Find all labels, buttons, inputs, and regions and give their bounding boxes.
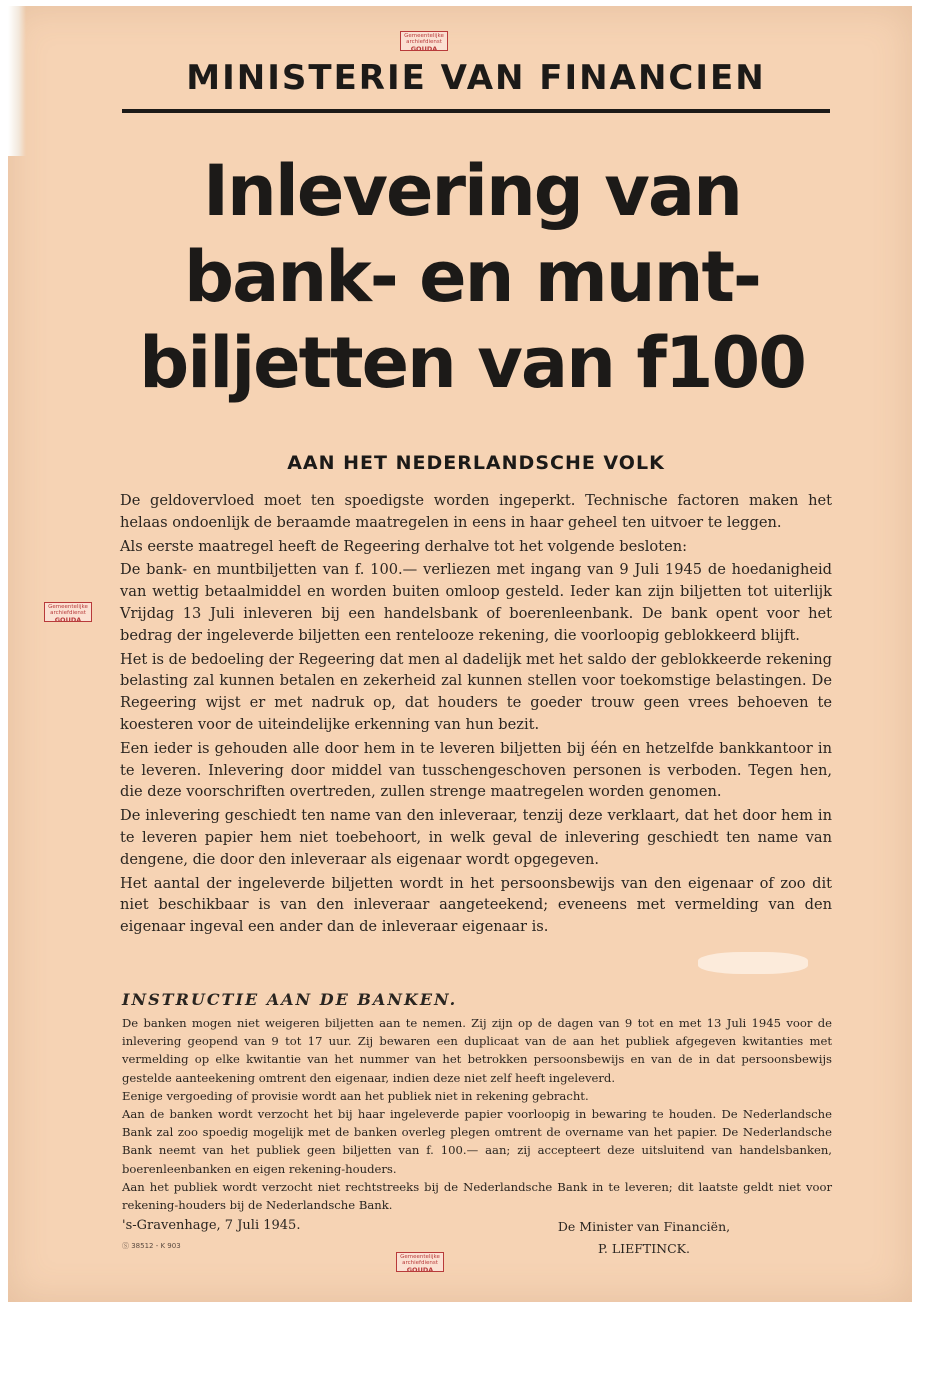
stamp-line-1: Gemeentelijke xyxy=(48,604,88,610)
instruction-paragraph-3: Aan de banken wordt verzocht het bij haar ingeleverde papier voorloopig in bewaring te houden. De Nederlandsche Bank zal zoo spoedig mogelijk met de banken overleg plegen omtrent de overname van het papier. De Nederlandsche Bank neemt van het publiek geen biljetten van f. 100.— aan; zij accepteert deze uitsluitend van handelsbanken, boerenleenbanken en eigen rekening-houders. xyxy=(122,1107,832,1176)
wear-mark xyxy=(698,952,808,974)
headline-line-2: bank- en munt- xyxy=(184,236,760,318)
paragraph-5: Een ieder is gehouden alle door hem in te leveren biljetten bij één en hetzelfde bankkantoor in te leveren. Inlevering door middel van tusschengeschoven personen is verboden. Tegen hen, die deze voorschriften overtreden, zullen strenge maatregelen worden genomen. xyxy=(120,739,832,801)
paragraph-6: De inlevering geschiedt ten name van den inleveraar, tenzij deze verklaart, dat het door hem in te leveren papier hem niet toebehoort, in welk geval de inlevering geschiedt ten name van dengene, die door den inleveraar als eigenaar wordt opgegeven. xyxy=(120,807,832,868)
poster xyxy=(8,6,912,1302)
stamp-line-2: archiefdienst xyxy=(402,1260,438,1267)
stamp-name: GOUDA xyxy=(54,615,82,622)
minister-name: P. LIEFTINCK. xyxy=(598,1241,690,1256)
stamp-name: GOUDA xyxy=(410,44,438,51)
minister-title: De Minister van Financiën, xyxy=(557,1219,731,1234)
archive-stamp-bottom xyxy=(396,1252,444,1272)
instructions-text xyxy=(122,1014,832,1214)
archive-stamp-left xyxy=(44,602,92,622)
instruction-paragraph-4: Aan het publiek wordt verzocht niet rechtstreeks bij de Nederlandsche Bank in te leveren; dit laatste geldt niet voor rekening-houders bij de Nederlandsche Bank. xyxy=(122,1179,832,1213)
subheading: AAN HET NEDERLANDSCHE VOLK xyxy=(287,452,665,474)
place-date: 's-Gravenhage, 7 Juli 1945. xyxy=(122,1218,301,1233)
printer-code: Ⓢ 38512 - K 903 xyxy=(122,1242,181,1250)
stamp-line-2: archiefdienst xyxy=(50,610,86,617)
paragraph-2: Als eerste maatregel heeft de Regeering derhalve tot het volgende besloten: xyxy=(120,537,688,555)
stamp-line-1: Gemeentelijke xyxy=(404,33,444,39)
torn-edge xyxy=(8,6,26,156)
ministry-title: MINISTERIE VAN FINANCIEN xyxy=(186,58,766,98)
headline-line-3: biljetten van f100 xyxy=(139,322,805,404)
signature-block xyxy=(544,1216,744,1260)
headline-line-1: Inlevering van xyxy=(203,150,741,232)
instruction-paragraph-1: De banken mogen niet weigeren biljetten aan te nemen. Zij zijn op de dagen van 9 tot en met 13 Juli 1945 voor de inlevering geopend van 9 tot 17 uur. Zij bewaren een duplicaat van de aan het publiek afgegeven kwitanties met vermelding op elke kwitantie van het nummer van het betrokken persoonsbewijs en van de in dat persoonsbewijs gestelde aanteekening omtrent den eigenaar, indien deze niet zelf heeft ingeleverd. xyxy=(122,1016,832,1085)
title-underline xyxy=(122,109,830,113)
stamp-line-2: archiefdienst xyxy=(406,39,442,46)
headline xyxy=(68,148,876,406)
body-text xyxy=(120,490,832,940)
paragraph-4: Het is de bedoeling der Regeering dat men al dadelijk met het saldo der geblokkeerde rekening belasting zal kunnen betalen en zekerheid zal kunnen stellen voor toekomstige belastingen. De Regeering wijst er met nadruk op, dat houders te goeder trouw geen vrees behoeven te koesteren voor de uiteindelijke erkenning van hun bezit. xyxy=(120,650,832,733)
instructions-title: INSTRUCTIE AAN DE BANKEN. xyxy=(122,990,458,1009)
stamp-name: GOUDA xyxy=(406,1265,434,1272)
paragraph-7: Het aantal der ingeleverde biljetten wordt in het persoonsbewijs van den eigenaar of zoo dit niet beschikbaar is van den inleveraar aangeteekend; eveneens met vermelding van den eigenaar ingeval een ander dan de inleveraar eigenaar is. xyxy=(120,874,832,936)
paragraph-3: De bank- en muntbiljetten van f. 100.— verliezen met ingang van 9 Juli 1945 de hoedanigheid van wettig betaalmiddel en worden buiten omloop gesteld. Ieder kan zijn biljetten tot uiterlijk Vrijdag 13 Juli inleveren bij een handelsbank of boerenleenbank. De bank opent voor het bedrag der ingeleverde biljetten een rentelooze rekening, die voorloopig geblokkeerd blijft. xyxy=(120,561,832,644)
instruction-paragraph-2: Eenige vergoeding of provisie wordt aan het publiek niet in rekening gebracht. xyxy=(122,1088,589,1103)
archive-stamp-top xyxy=(400,31,448,51)
paragraph-1: De geldovervloed moet ten spoedigste worden ingeperkt. Technische factoren maken het helaas ondoenlijk de beraamde maatregelen in eens in haar geheel ten uitvoer te leggen. xyxy=(120,492,832,531)
stamp-line-1: Gemeentelijke xyxy=(400,1254,440,1260)
